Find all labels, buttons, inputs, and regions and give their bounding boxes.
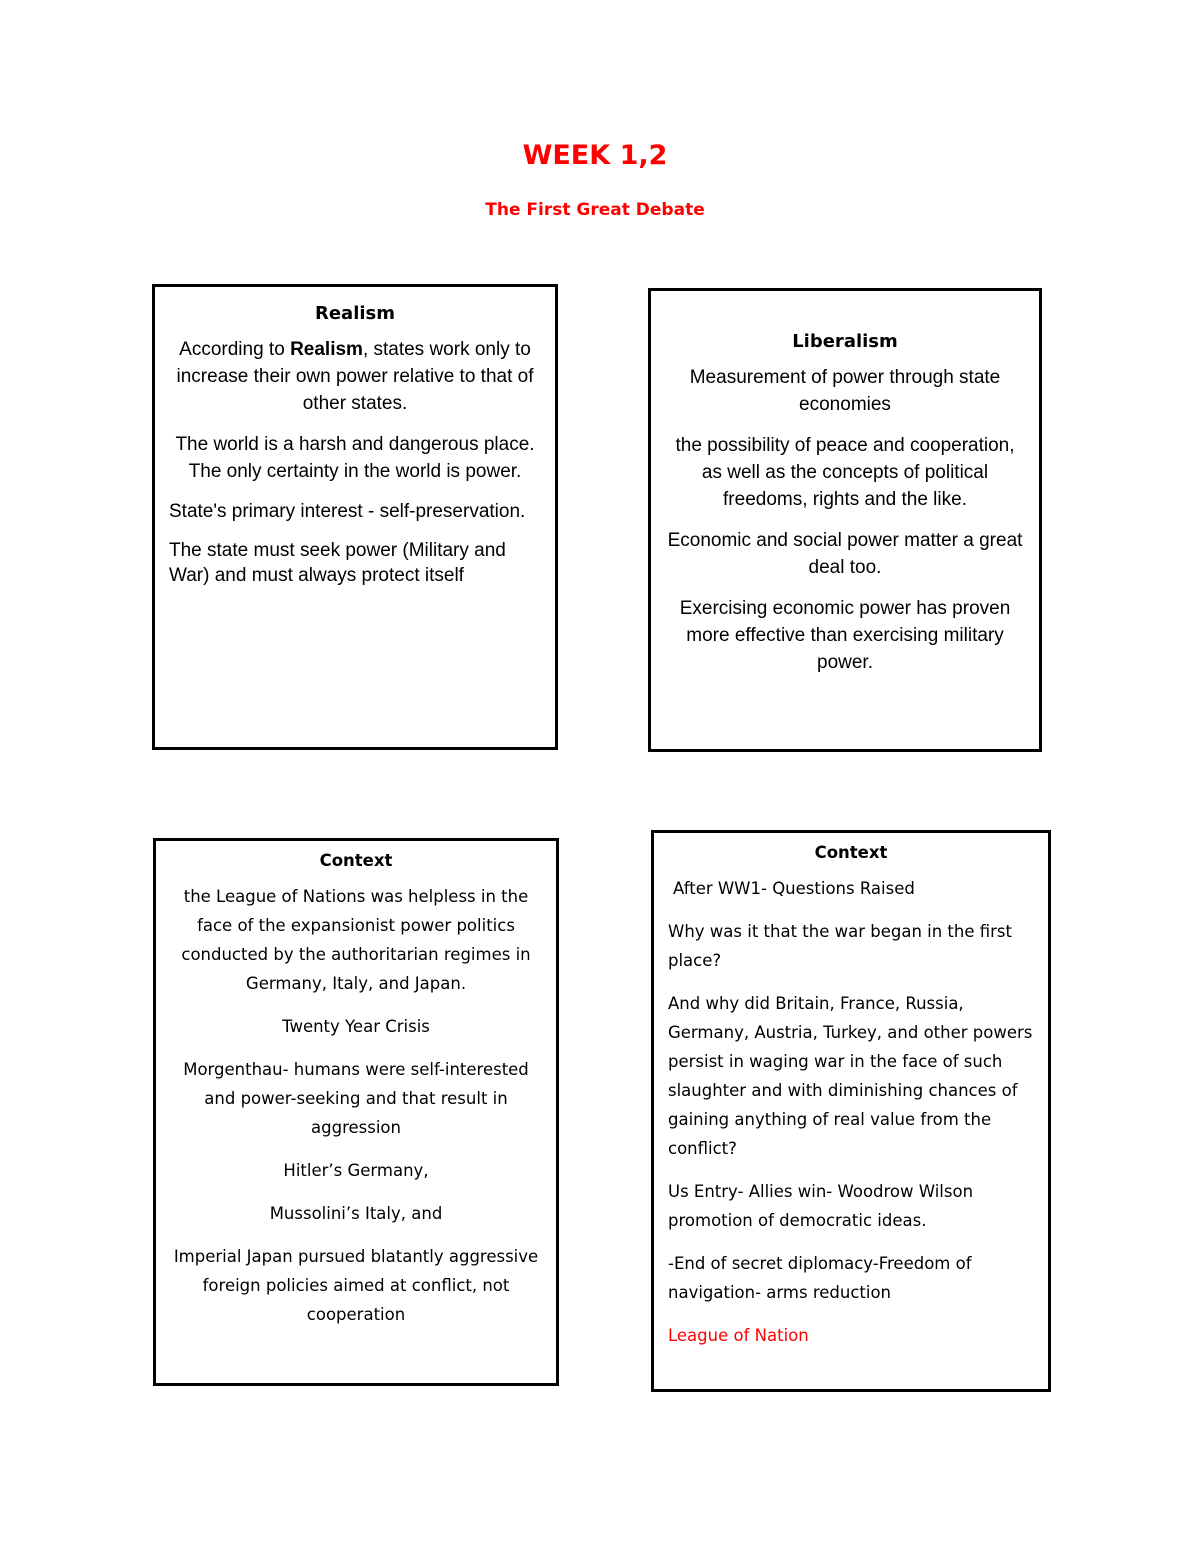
context-right-paragraph-1: After WW1- Questions Raised	[673, 879, 915, 898]
liberalism-paragraph-4: Exercising economic power has proven more effective than exercising military power.	[679, 598, 1011, 673]
realism-paragraph-2: The world is a harsh and dangerous place. The only certainty in the world is power.	[175, 434, 535, 482]
context-right-paragraph-6: League of Nation	[668, 1326, 809, 1345]
realism-paragraph-4: The state must seek power (Military and War) and must always protect itself	[169, 540, 506, 586]
context-left-paragraph-3: Morgenthau- humans were self-interested and power-seeking and that result in aggression	[183, 1060, 529, 1137]
liberalism-paragraph-3: Economic and social power matter a great deal too.	[667, 530, 1023, 578]
liberalism-paragraph-2: the possibility of peace and cooperation, as well as the concepts of political freedoms, rights and the like.	[675, 435, 1015, 510]
liberalism-paragraph-1: Measurement of power through state economies	[689, 367, 1001, 415]
context-right-paragraph-4: Us Entry- Allies win- Woodrow Wilson promotion of democratic ideas.	[668, 1182, 974, 1230]
context-right-paragraph-2: Why was it that the war began in the first place?	[668, 922, 1013, 970]
context-left-heading: Context	[319, 851, 393, 870]
context-right-paragraph-5: -End of secret diplomacy-Freedom of navigation- arms reduction	[668, 1254, 972, 1302]
realism-paragraph-1	[169, 336, 541, 417]
liberalism-heading: Liberalism	[792, 331, 898, 352]
page-title: WEEK 1,2	[522, 140, 668, 171]
realism-heading: Realism	[314, 303, 396, 324]
context-right-paragraph-3: And why did Britain, France, Russia, Germany, Austria, Turkey, and other powers persist in waging war in the face of such slaughter and with diminishing chances of gaining anything of real value from the conflict?	[668, 994, 1033, 1158]
realism-p1-before: According to	[179, 339, 291, 360]
realism-p1-after: , states work only to increase their own power relative to that of other states.	[176, 339, 534, 414]
context-left-paragraph-4: Hitler’s Germany,	[283, 1161, 429, 1180]
page-subtitle: The First Great Debate	[485, 200, 705, 220]
context-left-paragraph-1: the League of Nations was helpless in the face of the expansionist power politics conducted by the authoritarian regimes in Germany, Italy, and Japan.	[181, 887, 531, 993]
realism-paragraph-3: State's primary interest - self-preservation.	[169, 501, 526, 522]
context-left-paragraph-5: Mussolini’s Italy, and	[269, 1204, 443, 1223]
context-right-heading: Context	[814, 843, 888, 862]
realism-p1-bold: Realism	[290, 339, 363, 360]
context-left-paragraph-2: Twenty Year Crisis	[282, 1017, 430, 1036]
context-left-paragraph-6: Imperial Japan pursued blatantly aggressive foreign policies aimed at conflict, not cooperation	[173, 1247, 539, 1324]
context-left-box	[153, 838, 559, 1386]
liberalism-box	[648, 288, 1042, 752]
realism-box	[152, 284, 558, 750]
context-right-box	[651, 830, 1051, 1392]
